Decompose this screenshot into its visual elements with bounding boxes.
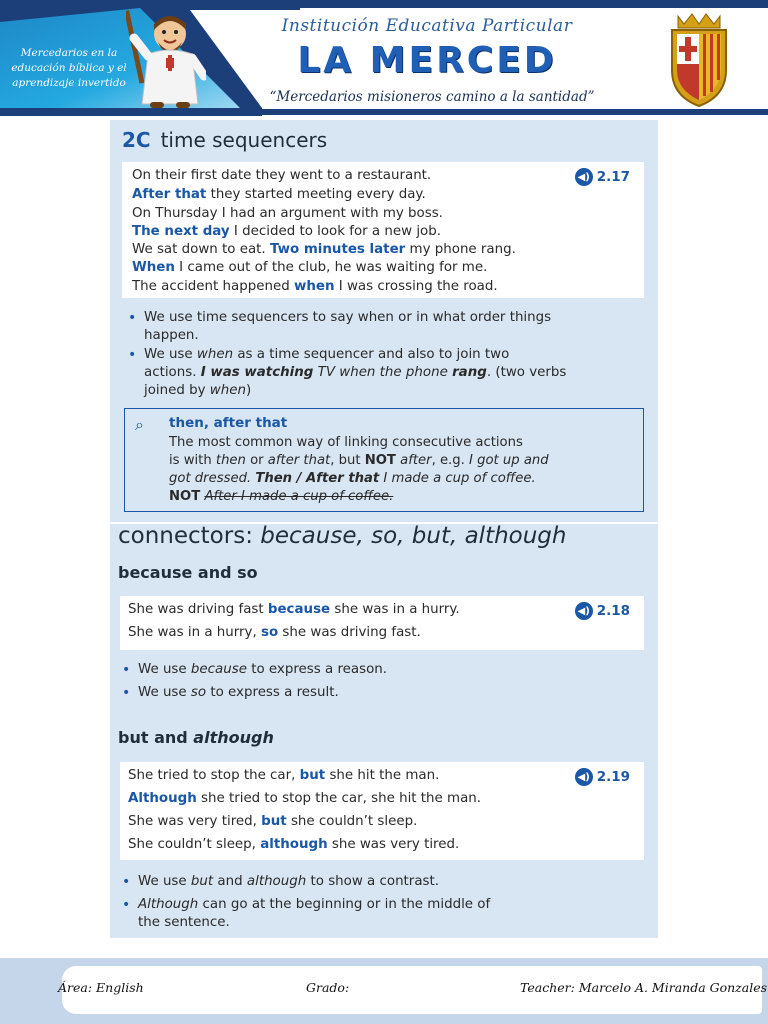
subheading-but-although: but and although: [118, 728, 274, 747]
tip-line: The most common way of linking consecutive actions: [169, 435, 523, 450]
bullet-dot-icon: •: [122, 685, 131, 701]
school-tagline: “Mercedarios misioneros camino a la santidad”: [269, 89, 595, 105]
subheading-because-so: because and so: [118, 563, 258, 582]
lesson-title-text: time sequencers: [160, 128, 328, 152]
example-line: When I came out of the club, he was waiting for me.: [132, 260, 488, 275]
tip-line: NOT After I made a cup of coffee.: [169, 489, 394, 504]
page-header: [0, 0, 768, 116]
connectors-title: connectors: because, so, but, although: [118, 523, 567, 549]
bullet-dot-icon: •: [122, 897, 131, 913]
tip-line: got dressed. Then / After that I made a cup of coffee.: [169, 471, 536, 486]
magnifier-icon: ⌕: [135, 415, 144, 434]
example-line: She was very tired, but she couldn’t sleep.: [128, 814, 418, 829]
audio-track-2-18[interactable]: [575, 602, 630, 620]
institution-type: Institución Educativa Particular: [281, 16, 573, 36]
rule-bullet: • We use but and although to show a contrast.: [122, 874, 440, 890]
example-line: She couldn’t sleep, although she was very tired.: [128, 837, 460, 852]
example-line: She was in a hurry, so she was driving fast.: [128, 625, 421, 640]
rule-bullet: • Although can go at the beginning or in the middle of the sentence.: [122, 897, 491, 930]
lesson-title: [122, 128, 327, 152]
lesson-panel: [110, 120, 658, 938]
school-crest-icon: [664, 10, 734, 108]
footer-grade: Grado:: [306, 980, 350, 995]
bullet-dot-icon: •: [128, 310, 137, 326]
speaker-icon: ◀): [575, 602, 593, 620]
example-line: She tried to stop the car, but she hit the man.: [128, 768, 440, 783]
audio-track-number: 2.18: [596, 603, 630, 619]
example-line: We sat down to eat. Two minutes later my phone rang.: [132, 242, 516, 257]
rule-bullet: • We use time sequencers to say when or in what order things happen.: [128, 310, 552, 343]
audio-track-2-17[interactable]: [575, 168, 630, 186]
examples-box-2-19: [120, 762, 644, 860]
example-line: On their first date they went to a restaurant.: [132, 168, 432, 183]
header-motto: Mercedarios en la educación bíblica y el aprendizaje invertido: [11, 47, 127, 89]
rule-bullet: • We use when as a time sequencer and also to join two actions. I was watching TV when the phone rang. (two verbs joined by when): [128, 347, 567, 398]
school-name: LA MERCED: [297, 40, 557, 81]
example-line: The next day I decided to look for a new job.: [132, 224, 441, 239]
tip-line: is with then or after that, but NOT after, e.g. I got up and: [169, 453, 549, 468]
examples-box-2-17: [122, 162, 644, 298]
bullet-dot-icon: •: [122, 874, 131, 890]
footer-teacher: Teacher: Marcelo A. Miranda Gonzales: [520, 980, 768, 995]
rule-bullet: • We use so to express a result.: [122, 685, 339, 701]
page-footer: [0, 958, 768, 1024]
header-bottom-rule: [262, 109, 768, 115]
lesson-code: 2C: [122, 128, 151, 152]
example-line: On Thursday I had an argument with my boss.: [132, 206, 443, 221]
rule-bullet: • We use because to express a reason.: [122, 662, 388, 678]
audio-track-2-19[interactable]: [575, 768, 630, 786]
friar-mascot-illustration: [126, 8, 206, 112]
footer-area: Área: English: [58, 980, 144, 995]
example-line: After that they started meeting every day.: [132, 187, 426, 202]
speaker-icon: ◀): [575, 768, 593, 786]
bullet-dot-icon: •: [122, 662, 131, 678]
example-line: Although she tried to stop the car, she hit the man.: [128, 791, 482, 806]
tip-box-then-after-that: [124, 408, 644, 512]
audio-track-number: 2.19: [596, 769, 630, 785]
speaker-icon: ◀): [575, 168, 593, 186]
audio-track-number: 2.17: [596, 169, 630, 185]
example-line: She was driving fast because she was in a hurry.: [128, 602, 460, 617]
examples-box-2-18: [120, 596, 644, 650]
bullet-dot-icon: •: [128, 347, 137, 363]
example-line: The accident happened when I was crossing the road.: [132, 279, 498, 294]
tip-title: then, after that: [169, 415, 288, 431]
